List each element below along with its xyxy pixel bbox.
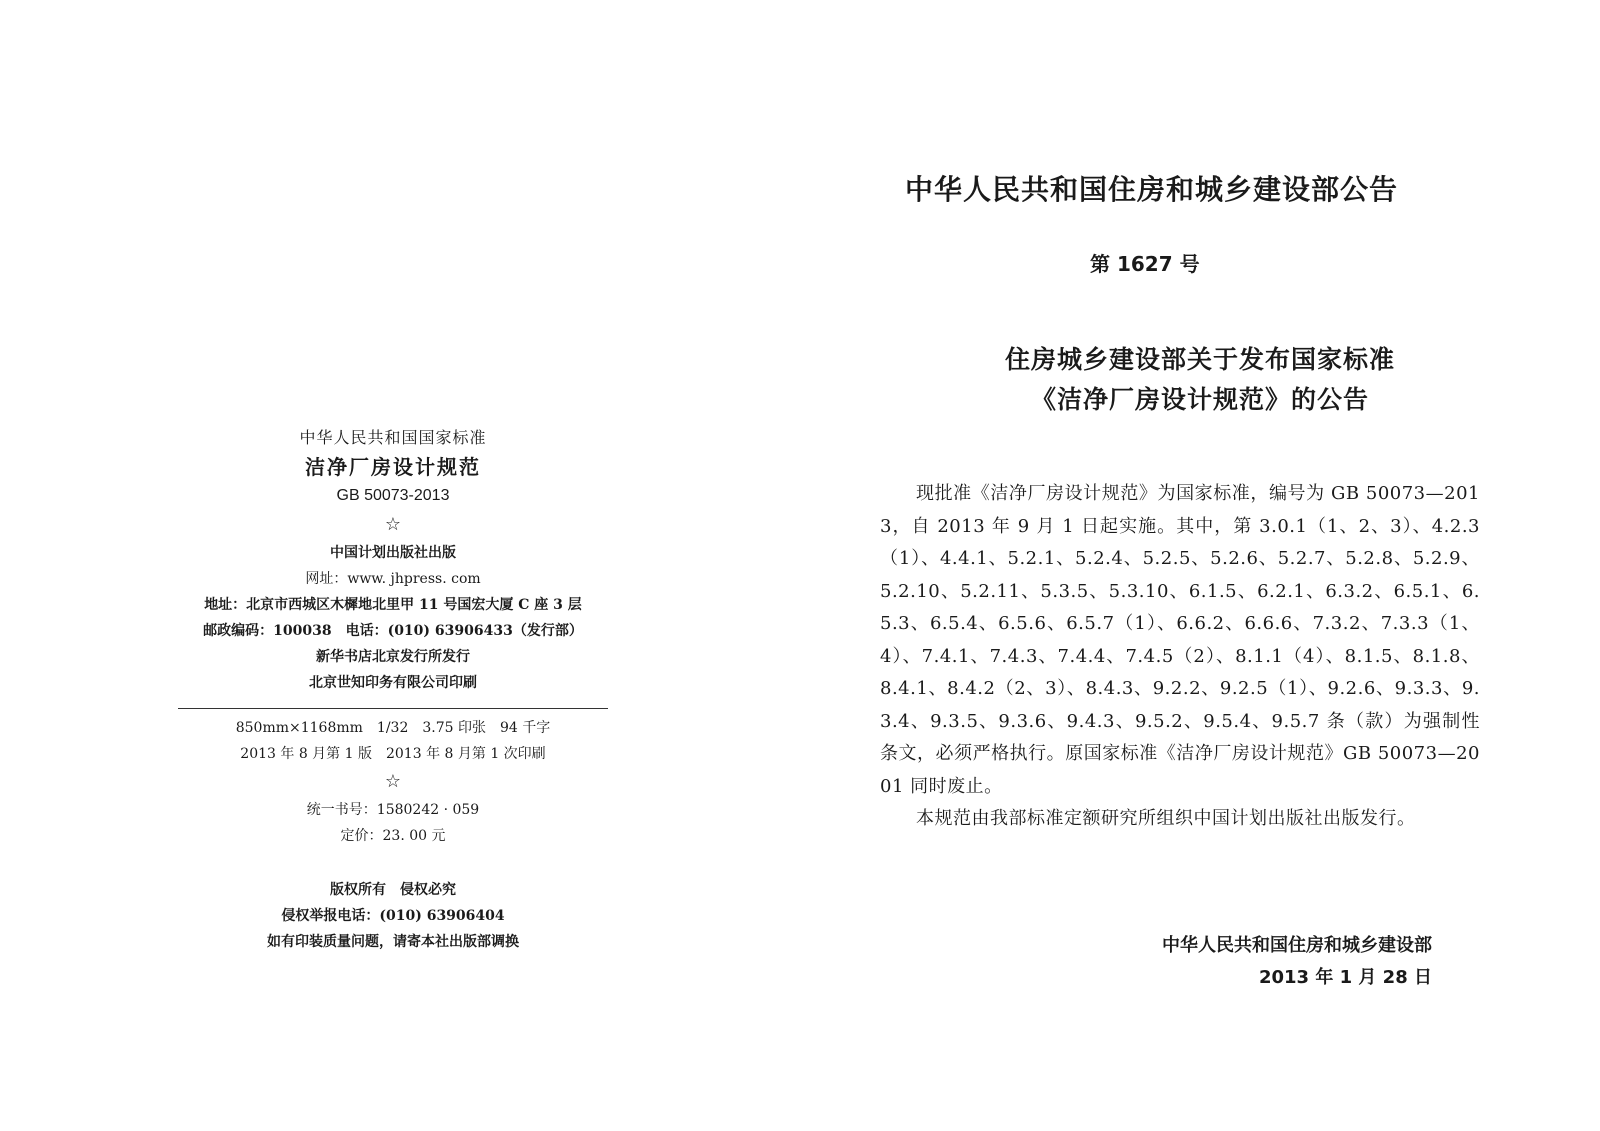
- address: 地址：北京市西城区木樨地北里甲 11 号国宏大厦 C 座 3 层: [204, 597, 582, 613]
- imprint-block: [178, 424, 608, 955]
- announcement-title: 中华人民共和国住房和城乡建设部公告: [905, 173, 1399, 206]
- star-icon: ☆: [384, 771, 402, 792]
- postcode-phone: 邮政编码：100038 电话：(010) 63906433（发行部）: [203, 623, 583, 639]
- right-page-announcement: [800, 0, 1600, 1131]
- subtitle-line-1: 住房城乡建设部关于发布国家标准: [1004, 345, 1395, 374]
- announcement-date: 2013 年 1 月 28 日: [1258, 967, 1432, 988]
- announcement-body: [880, 478, 1480, 836]
- website: 网址：www. jhpress. com: [305, 571, 481, 587]
- price: 定价：23. 00 元: [340, 828, 446, 844]
- standard-code: GB 50073-2013: [336, 487, 450, 504]
- body-paragraph-2: 本规范由我部标准定额研究所组织中国计划出版社出版发行。: [916, 808, 1416, 829]
- quality-note: 如有印装质量问题，请寄本社出版部调换: [267, 934, 519, 950]
- book-title: 洁净厂房设计规范: [305, 455, 481, 479]
- body-paragraph-1: 现批准《洁净厂房设计规范》为国家标准，编号为 GB 50073—2013，自 2013 年 9 月 1 日起实施。其中，第 3.0.1（1、2、3）、4.2.3（1）、4.4.1、5.2.1、5.2.4、5.2.5、5.2.6、5.2.7、5.2.8、5.2.9、5.2.10、5.2.11、5.3.5、5.3.10、6.1.5、6.2.1、6.3.2、6.5.1、6.5.3、6.5.4、6.5.6、6.5.7（1）、6.6.2、6.6.6、7.3.2、7.3.3（1、4）、7.4.1、7.4.3、7.4.4、7.4.5（2）、8.1.1（4）、8.1.5、8.1.8、8.4.1、8.4.2（2、3）、8.4.3、9.2.2、9.2.5（1）、9.2.6、9.3.3、9.3.4、9.3.5、9.3.6、9.4.3、9.5.2、9.5.4、9.5.7 条（款）为强制性条文，必须严格执行。原国家标准《洁净厂房设计规范》GB 50073—2001 同时废止。: [880, 483, 1480, 797]
- publisher: 中国计划出版社出版: [330, 545, 456, 561]
- signature-block: [1162, 930, 1432, 994]
- subtitle-line-2: 《洁净厂房设计规范》的公告: [1030, 385, 1369, 414]
- copyright-notice: 版权所有 侵权必究: [330, 882, 456, 898]
- distributor: 新华书店北京发行所发行: [316, 649, 470, 665]
- printer: 北京世知印务有限公司印刷: [309, 675, 477, 691]
- spacer: [178, 849, 608, 877]
- edition-info: 2013 年 8 月第 1 版 2013 年 8 月第 1 次印刷: [240, 746, 546, 762]
- announcement-number: 第 1627 号: [1090, 252, 1200, 276]
- signatory: 中华人民共和国住房和城乡建设部: [1162, 935, 1432, 956]
- book-number: 统一书号：1580242 · 059: [306, 802, 480, 818]
- imprint-divider: [178, 708, 608, 709]
- standard-series: 中华人民共和国国家标准: [299, 428, 487, 447]
- piracy-hotline: 侵权举报电话：(010) 63906404: [281, 908, 505, 924]
- announcement-subtitle: [900, 340, 1500, 420]
- print-specs: 850mm×1168mm 1/32 3.75 印张 94 千字: [235, 720, 551, 736]
- star-icon: ☆: [384, 514, 402, 535]
